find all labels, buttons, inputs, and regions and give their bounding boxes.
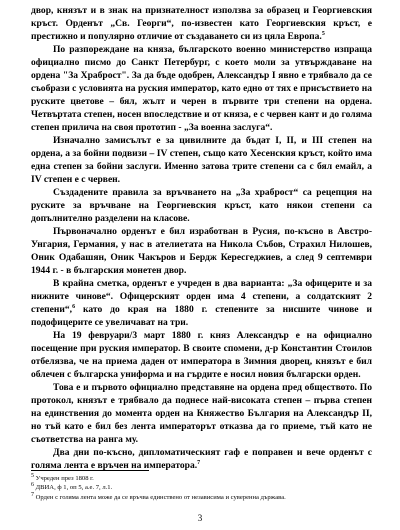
paragraph-text: На 19 февруари/3 март 1880 г. княз Александър е на официално посещение при руския император. В своите спомени, д-р Константин Стоилов отбелязва, че на приема даден от императора в Зимния дворец, князът е бил облечен с българска униформа и на гърдите е носил новия български орден. [31,330,372,380]
paragraph [31,186,372,225]
paragraph-text: По разпореждане на княза, българското военно министерство изпраща официално писмо до Санкт Петербург, с което моли за утвърждаване на ордена "За Храброст". За да бъде одобрен, Александър I явно е трябвало да се съобрази с условията на руския император, като едно от тях е присъствието на руските цветове – бял, жълт и черен в първите три степени на ордена. Четвъртата степен, носен впоследствие и от княза, е с червен кант и до голяма степен прилича на своя прототип - „За военна заслуга“. [31,44,372,133]
paragraph [31,134,372,186]
paragraph-text-continued: като до края на 1880 г. степените за нисшите чинове и подофицерите се увеличават на три. [31,304,372,328]
paragraph [31,329,372,381]
paragraph [31,4,372,43]
footnote-text: Учреден през 1808 г. [34,475,94,482]
page-number: 3 [197,513,203,523]
body-text [31,4,372,472]
footnote-mark: 5 [31,472,34,479]
paragraph-text: Това е и първото официално представяне на ордена пред обществото. По протокол, князът е трябвало да поднесе най-високата степен – първа степен на единствения до момента орден на Княжество България на Александър II, но тъй като е бил без лента императорът отказва да го приеме, тъй като не съответства на ранга му. [31,382,372,445]
paragraph-text: двор, князът и в знак на признателност използва за образец и Георгиевския кръст. Орденът „Св. Георги“, по-известен като Георгиевския кръст, е престижно и популярно отличие от създаването си из цяла Европа. [31,5,372,42]
footnote-ref: 6 [72,303,76,310]
footnote-text: Орден с голяма лента може да се връчва единствено от независима и суверенна държава. [34,493,286,501]
paragraph [31,446,372,472]
footnotes [31,474,371,502]
paragraph-text: В крайна сметка, орденът е учреден в два варианта: „За офицерите и за нижните чинове“. Офицерският орден има 4 степени, а солдатският 2 степени“, [31,278,372,315]
footnote [31,483,371,492]
paragraph-text: Първоначално орденът е бил изработван в Русия, по-късно в Австро-Унгария, Германия, у нас в ателиетата на Никола Събов, Страхил Нилошев, Оник Одабашян, Оник Чакъров и Бердж Кересгеджиев, а след 9 септември 1944 г. - в българския монетен двор. [31,226,372,276]
footnote-ref: 5 [321,30,325,37]
paragraph [31,277,372,329]
paragraph [31,43,372,134]
footnote-text: ДВИА, ф 1, оп 5, а.е. 7, л.1. [34,484,113,492]
footnote-ref: 7 [197,459,201,466]
footnote [31,493,371,502]
paragraph [31,381,372,446]
footnote-separator [31,470,149,471]
footnote-mark: 6 [31,482,34,489]
footnote [31,474,371,483]
paragraph-text: Два дни по-късно, дипломатическият гаф е поправен и вече орденът с голяма лента е връчен на императора. [31,447,372,471]
paragraph [31,225,372,277]
footnote-mark: 7 [31,491,34,498]
paragraph-text: Изначално замисълът е за цивилните да бъдат I, II, и III степен на ордена, а за бойни подвизи – IV степен, също като Хесенския кръст, който има една степен за бойни заслуги. Именно затова трите степени са с бял емайл, а IV степен е с червен. [31,135,372,185]
paragraph-text: Създадените правила за връчването на „За храброст“ са рецепция на руските за връчване на Георгиевския кръст, като някои степени са допълнително разделени на класове. [31,187,372,224]
